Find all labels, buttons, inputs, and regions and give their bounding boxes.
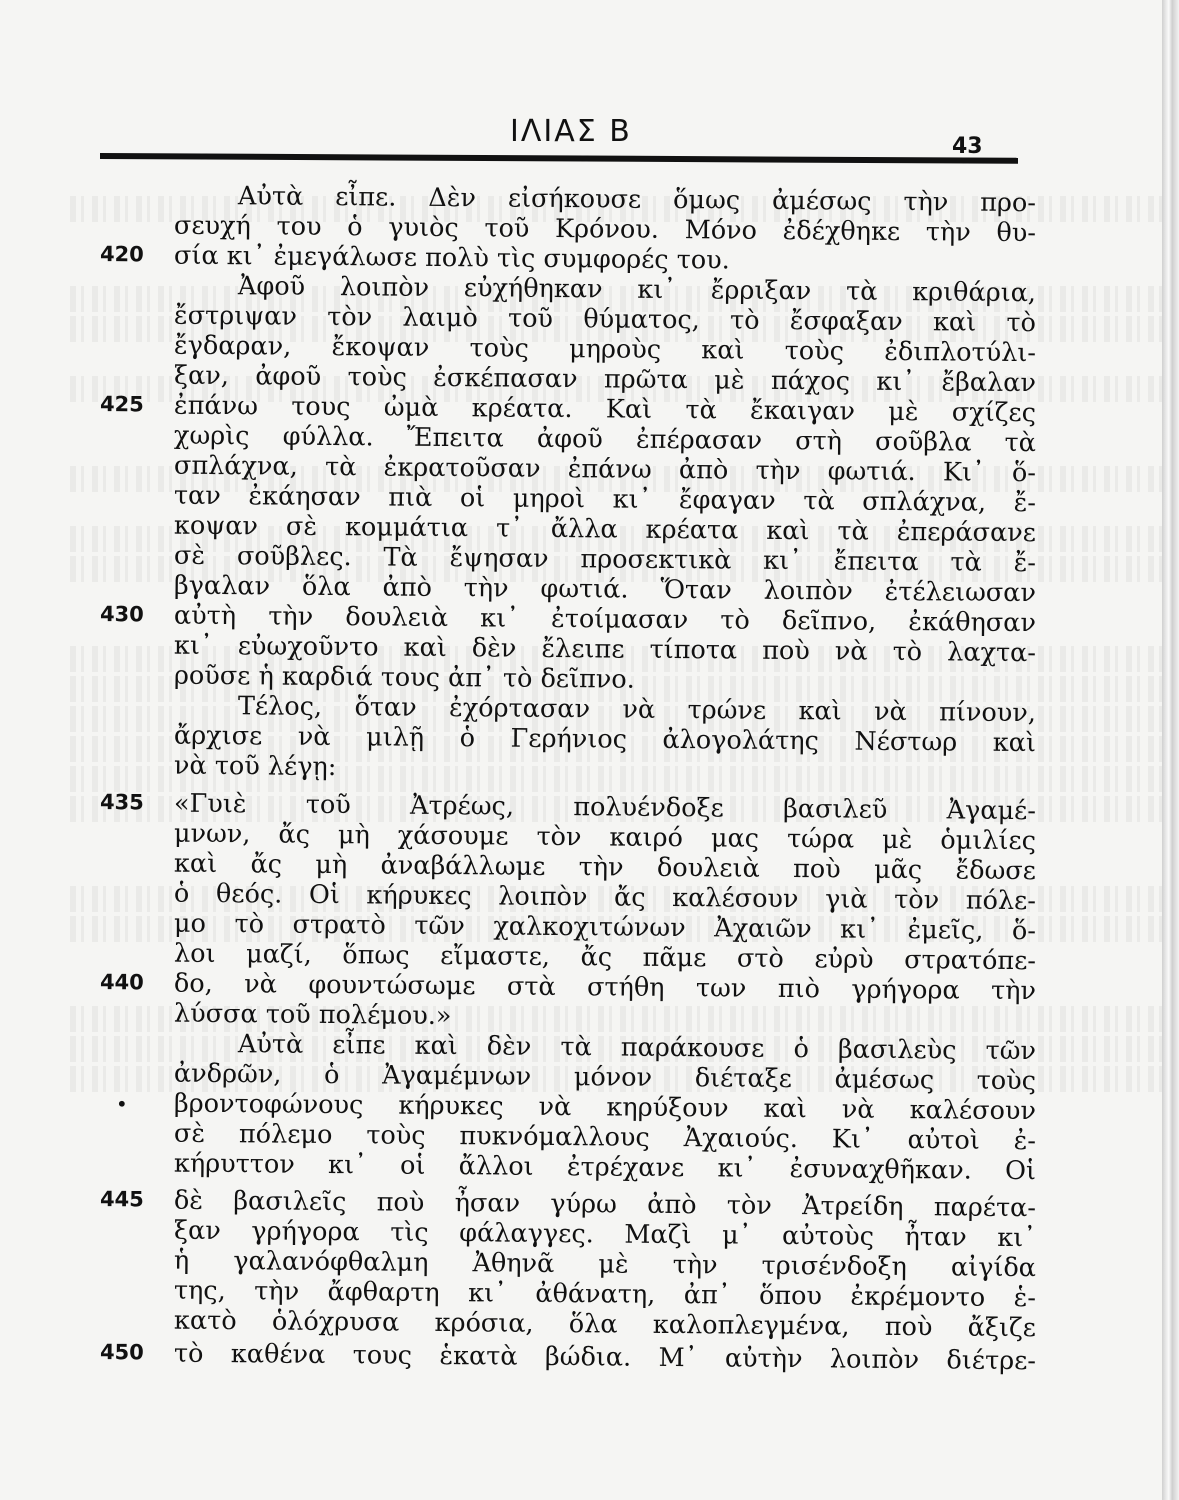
line-number: 440 (99, 970, 144, 995)
line-text: ἡ γαλανόφθαλμη Ἀθηνᾶ μὲ τὴν τρισένδοξη αἰγίδα (173, 1245, 1037, 1284)
line-number: 450 (99, 1340, 144, 1365)
line-text: «Γυιὲ τοῦ Ἀτρέως, πολυένδοξε βασιλεῦ Ἀγαμέ- (173, 788, 1037, 827)
margin-dot: • (115, 1092, 128, 1117)
line-text: ἐπάνω τους ὠμὰ κρέατα. Καὶ τὰ ἔκαιγαν μὲ σχίζες (173, 390, 1037, 429)
running-title: ΙΛΙΑΣ Β (510, 114, 632, 149)
line-text: δὲ βασιλεῖς ποὺ ἦσαν γύρω ἀπὸ τὸν Ἀτρείδη παρέτα- (173, 1185, 1037, 1224)
line-text: Τέλος, ὅταν ἐχόρτασαν νὰ τρώνε καὶ νὰ πίνουν, (237, 691, 1037, 729)
line-text: ἔγδαραν, ἔκοψαν τοὺς μηροὺς καὶ τοὺς ἐδιπλοτύλι- (173, 330, 1037, 369)
line-text: λύσσα τοῦ πολέμου.» (173, 998, 452, 1032)
page-number: 43 (952, 134, 983, 159)
header-rule (100, 153, 1018, 164)
page-header (100, 108, 1018, 178)
line-text: αὐτὴ τὴν δουλειὰ κι᾽ ἐτοίμασαν τὸ δεῖπνο, ἐκάθησαν (173, 600, 1037, 639)
line-text: ὁ θεός. Οἱ κήρυκες λοιπὸν ἄς καλέσουν γιὰ τὸν πόλε- (173, 878, 1037, 917)
line-text: σία κι᾽ ἐμεγάλωσε πολὺ τὶς συμφορές του. (173, 240, 730, 276)
line-text: κατὸ ὁλόχρυσα κρόσια, ὅλα καλοπλεγμένα, ποὺ ἄξιζε (173, 1305, 1037, 1344)
line-text: σὲ πόλεμο τοὺς πυκνόμαλλους Ἀχαιούς. Κι᾽ αὐτοὶ ἐ- (173, 1118, 1037, 1157)
line-text: ροῦσε ἡ καρδιά τους ἀπ᾽ τὸ δεῖπνο. (173, 660, 635, 695)
line-text: ξαν γρήγορα τὶς φάλαγγες. Μαζὶ μ᾽ αὐτοὺς ἦταν κι᾽ (173, 1215, 1037, 1254)
line-text: δο, νὰ φουντώσωμε στὰ στήθη των πιὸ γρήγορα τὴν (173, 968, 1037, 1007)
line-text: σπλάχνα, τὰ ἐκρατοῦσαν ἐπάνω ἀπὸ τὴν φωτιά. Κι᾽ ὅ- (173, 450, 1037, 489)
line-text: ἀνδρῶν, ὁ Ἀγαμέμνων μόνον διέταξε ἀμέσως τοὺς (173, 1058, 1037, 1097)
book-binding-edge (1162, 0, 1179, 1500)
line-number: 430 (99, 602, 144, 627)
line-text: κι᾽ εὐωχοῦντο καὶ δὲν ἔλειπε τίποτα ποὺ νὰ τὸ λαχτα- (173, 630, 1037, 669)
line-text: μο τὸ στρατὸ τῶν χαλκοχιτώνων Ἀχαιῶν κι᾽ ἐμεῖς, ὅ- (173, 908, 1037, 947)
line-text: λοι μαζί, ὅπως εἴμαστε, ἄς πᾶμε στὸ εὐρὺ στρατόπε- (173, 938, 1037, 977)
line-text: Αὐτὰ εἶπε καὶ δὲν τὰ παράκουσε ὁ βασιλεὺς τῶν (237, 1029, 1037, 1067)
line-text: σὲ σοῦβλες. Τὰ ἔψησαν προσεκτικὰ κι᾽ ἔπειτα τὰ ἔ- (173, 540, 1037, 579)
line-text: ταν ἐκάησαν πιὰ οἱ μηροὶ κι᾽ ἔφαγαν τὰ σπλάχνα, ἔ- (173, 480, 1037, 519)
page-body (100, 180, 1100, 1420)
text-line (100, 1338, 1100, 1377)
line-number: 435 (99, 790, 144, 815)
line-text: ξαν, ἀφοῦ τοὺς ἐσκέπασαν πρῶτα μὲ πάχος κι᾽ ἔβαλαν (173, 360, 1037, 399)
line-text: Αὐτὰ εἶπε. Δὲν εἰσήκουσε ὅμως ἀμέσως τὴν προ- (237, 181, 1037, 219)
line-text: καὶ ἄς μὴ ἀναβάλλωμε τὴν δουλειὰ ποὺ μᾶς ἔδωσε (173, 848, 1037, 887)
line-text: Ἀφοῦ λοιπὸν εὐχήθηκαν κι᾽ ἔρριξαν τὰ κριθάρια, (237, 271, 1037, 309)
line-text: ἔστριψαν τὸν λαιμὸ τοῦ θύματος, τὸ ἔσφαξαν καὶ τὸ (173, 300, 1037, 339)
line-number: 420 (99, 242, 144, 267)
line-number: 445 (99, 1187, 144, 1212)
line-text: της, τὴν ἄφθαρτη κι᾽ ἀθάνατη, ἀπ᾽ ὅπου ἐκρέμοντο ἑ- (173, 1275, 1037, 1314)
line-text: νὰ τοῦ λέγῃ: (173, 750, 337, 783)
line-text: μνων, ἄς μὴ χάσουμε τὸν καιρό μας τώρα μὲ ὁμιλίες (173, 818, 1037, 857)
line-text: βγαλαν ὅλα ἀπὸ τὴν φωτιά. Ὅταν λοιπὸν ἐτέλειωσαν (173, 570, 1037, 609)
line-text: σευχή του ὁ γυιὸς τοῦ Κρόνου. Μόνο ἐδέχθηκε τὴν θυ- (173, 210, 1037, 249)
line-text: χωρὶς φύλλα. Ἔπειτα ἀφοῦ ἐπέρασαν στὴ σοῦβλα τὰ (173, 420, 1037, 459)
line-text: κοψαν σὲ κομμάτια τ᾽ ἄλλα κρέατα καὶ τὰ ἐπεράσανε (173, 510, 1037, 549)
line-number: 425 (99, 392, 144, 417)
line-text: τὸ καθένα τους ἑκατὰ βώδια. Μ᾽ αὐτὴν λοιπὸν διέτρε- (173, 1338, 1037, 1377)
line-text: κήρυττον κι᾽ οἱ ἄλλοι ἐτρέχανε κι᾽ ἐσυναχθῆκαν. Οἱ (173, 1148, 1037, 1187)
line-text: βροντοφώνους κήρυκες νὰ κηρύξουν καὶ νὰ καλέσουν (173, 1088, 1037, 1127)
line-text: ἄρχισε νὰ μιλῇ ὁ Γερήνιος ἀλογολάτης Νέστωρ καὶ (173, 720, 1037, 759)
